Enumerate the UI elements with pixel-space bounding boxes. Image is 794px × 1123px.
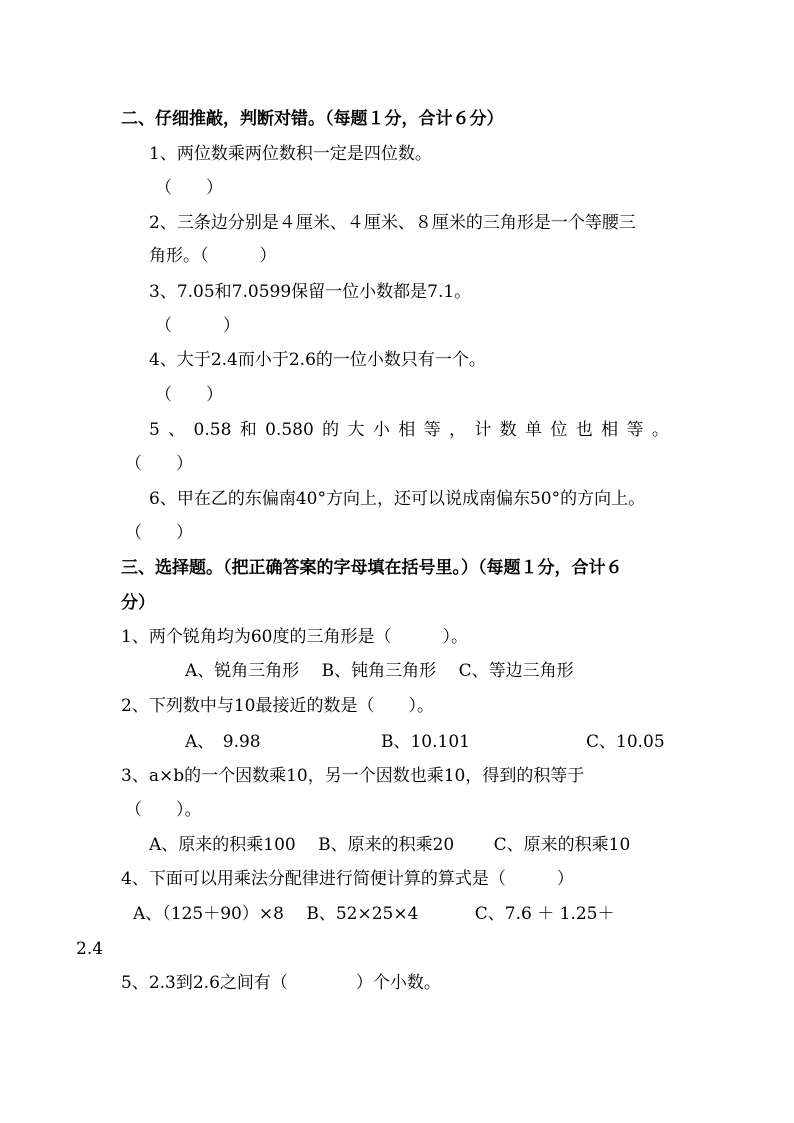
option-3-2-b: B、10.101 bbox=[381, 732, 470, 752]
answer-blank-2-1[interactable]: （ ） bbox=[155, 178, 223, 198]
options-3-4-continued: 2.4 bbox=[76, 939, 104, 959]
question-3-2: 2、下列数中与10最接近的数是（ ）。 bbox=[121, 696, 434, 716]
q5-token: 也 bbox=[575, 420, 593, 440]
q5-token: 的 bbox=[322, 420, 340, 440]
q5-token: 。 bbox=[651, 420, 669, 440]
q5-token: 和 bbox=[239, 420, 257, 440]
q5-token: 等 bbox=[626, 420, 644, 440]
section-3-heading-line2: 分） bbox=[121, 593, 155, 613]
answer-blank-2-3[interactable]: （ ） bbox=[155, 316, 240, 336]
q5-token: 单 bbox=[525, 420, 543, 440]
answer-blank-2-5[interactable]: （ ） bbox=[125, 454, 193, 474]
question-2-6: 6、甲在乙的东偏南40°方向上，还可以说成南偏东50°的方向上。 bbox=[149, 489, 646, 509]
q5-token: 、 bbox=[168, 420, 186, 440]
q5-token: 5 bbox=[149, 420, 160, 440]
q5-token: 0.58 bbox=[193, 420, 232, 440]
q5-token: 相 bbox=[398, 420, 416, 440]
q5-token: 小 bbox=[372, 420, 390, 440]
section-3-heading-line1: 三、选择题。（把正确答案的字母填在括号里。）（每题１分，合计６ bbox=[121, 558, 623, 578]
question-2-3: 3、7.05和7.0599保留一位小数都是7.1。 bbox=[149, 282, 472, 302]
q5-token: 0.580 bbox=[265, 420, 314, 440]
question-3-3-line1: 3、a×b的一个因数乘10，另一个因数也乘10，得到的积等于 bbox=[121, 766, 585, 786]
question-3-1: 1、两个锐角均为60度的三角形是（ ）。 bbox=[121, 627, 468, 647]
question-3-4: 4、下面可以用乘法分配律进行简便计算的算式是（ ） bbox=[121, 869, 574, 889]
answer-blank-2-6[interactable]: （ ） bbox=[125, 523, 193, 543]
q5-token: 数 bbox=[499, 420, 517, 440]
question-2-2-line2: 角形。（ ） bbox=[149, 246, 277, 266]
section-2-heading: 二、仔细推敲，判断对错。（每题１分，合计６分） bbox=[121, 109, 504, 129]
question-2-5 bbox=[149, 419, 669, 441]
options-3-1: A、锐角三角形 B、钝角三角形 C、等边三角形 bbox=[185, 661, 574, 681]
q5-token: 大 bbox=[347, 420, 365, 440]
question-2-1: 1、两位数乘两位数积一定是四位数。 bbox=[149, 144, 432, 164]
option-3-2-a: A、 9.98 bbox=[185, 732, 261, 752]
question-2-2-line1: 2、三条边分别是４厘米、４厘米、８厘米的三角形是一个等腰三 bbox=[149, 213, 636, 233]
options-3-4: A、（125＋90）×8 B、52×25×4 C、7.6 ＋ 1.25＋ bbox=[133, 904, 615, 924]
q5-token: 位 bbox=[550, 420, 568, 440]
question-3-5: 5、2.3到2.6之间有（ ）个小数。 bbox=[121, 973, 441, 993]
q5-token: ， bbox=[448, 420, 466, 440]
option-3-2-c: C、10.05 bbox=[586, 732, 665, 752]
question-2-4: 4、大于2.4而小于2.6的一位小数只有一个。 bbox=[149, 350, 486, 370]
q5-token: 计 bbox=[474, 420, 492, 440]
answer-blank-2-4[interactable]: （ ） bbox=[155, 385, 223, 405]
q5-token: 相 bbox=[601, 420, 619, 440]
options-3-3: A、原来的积乘100 B、原来的积乘20 C、原来的积乘10 bbox=[149, 835, 631, 855]
question-3-3-line2: （ ）。 bbox=[125, 800, 202, 820]
q5-token: 等 bbox=[423, 420, 441, 440]
